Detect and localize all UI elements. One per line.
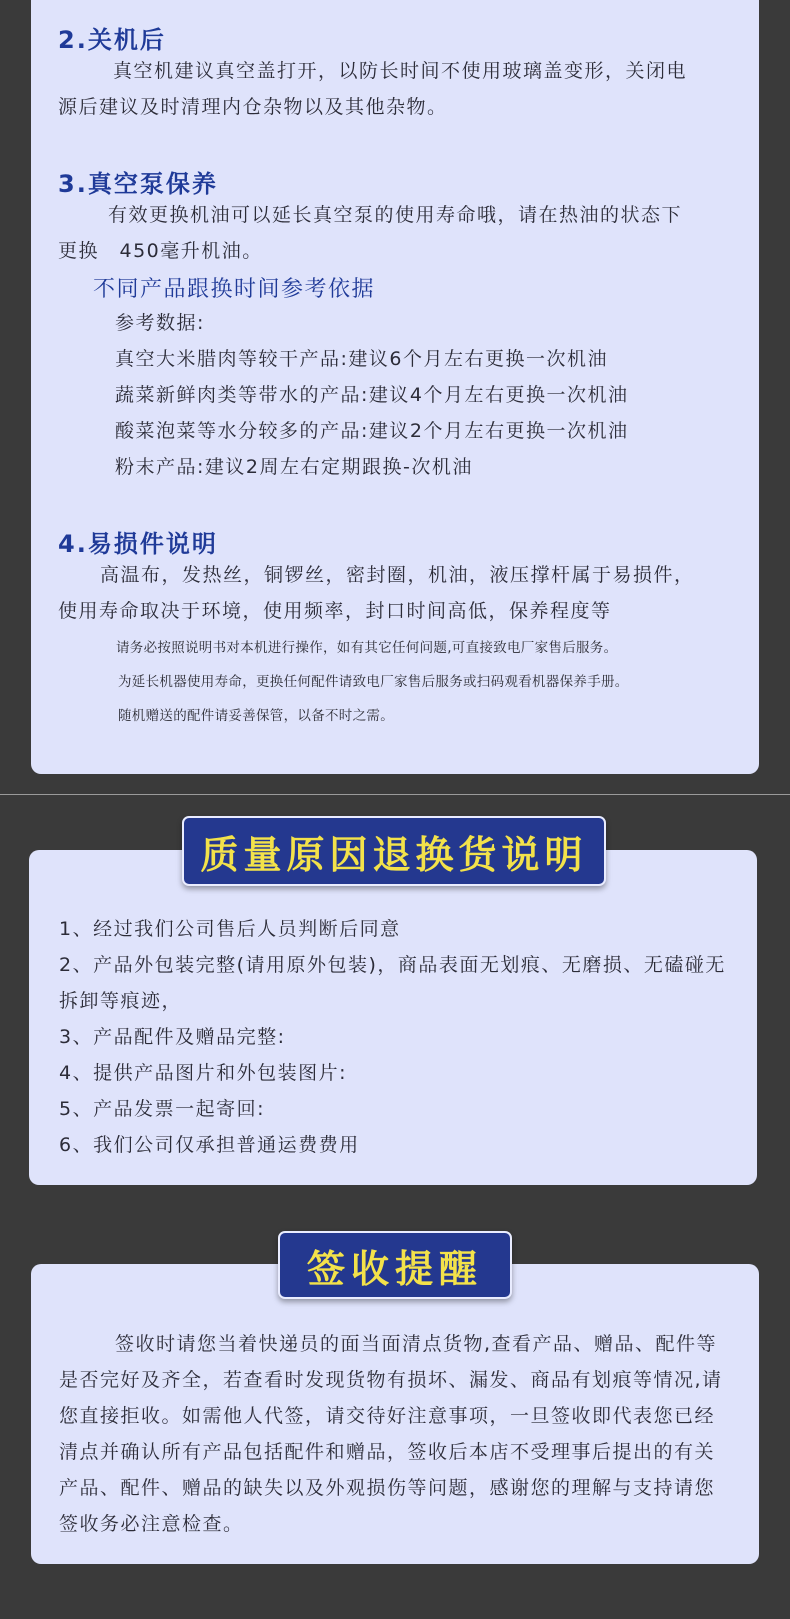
receipt-line: 产品、配件、赠品的缺失以及外观损伤等问题，感谢您的理解与支持请您 xyxy=(59,1477,716,1499)
receipt-line: 清点并确认所有产品包括配件和赠品，签收后本店不受理事后提出的有关 xyxy=(59,1441,716,1463)
returns-item: 2、产品外包装完整(请用原外包装)，商品表面无划痕、无磨损、无磕碰无 xyxy=(59,954,726,976)
reference-item: 蔬菜新鲜肉类等带水的产品:建议4个月左右更换一次机油 xyxy=(115,384,629,406)
pump-subheading: 不同产品跟换时间参考依据 xyxy=(93,277,376,302)
reference-label: 参考数据: xyxy=(115,312,205,334)
reference-item: 酸菜泡菜等水分较多的产品:建议2个月左右更换一次机油 xyxy=(115,420,629,442)
returns-title: 质量原因退换货说明 xyxy=(200,832,588,877)
receipt-text xyxy=(59,1326,739,1542)
returns-item: 拆卸等痕迹， xyxy=(59,990,183,1012)
shutdown-text-line-2: 源后建议及时清理内仓杂物以及其他杂物。 xyxy=(58,96,448,118)
receipt-title: 签收提醒 xyxy=(306,1246,483,1291)
pump-heading: 3.真空泵保养 xyxy=(58,170,218,198)
receipt-line: 签收时请您当着快递员的面当面清点货物,查看产品、赠品、配件等 xyxy=(115,1333,718,1355)
parts-note: 为延长机器使用寿命，更换任何配件请致电厂家售后服务或扫码观看机器保养手册。 xyxy=(118,674,629,690)
parts-note: 随机赠送的配件请妥善保管，以备不时之需。 xyxy=(118,708,394,724)
reference-item: 真空大米腊肉等较干产品:建议6个月左右更换一次机油 xyxy=(115,348,608,370)
receipt-line: 是否完好及齐全，若查看时发现货物有损坏、漏发、商品有划痕等情况,请 xyxy=(59,1369,723,1391)
pump-text-line-1: 有效更换机油可以延长真空泵的使用寿命哦，请在热油的状态下 xyxy=(108,204,683,226)
returns-title-banner xyxy=(182,816,606,886)
section-divider xyxy=(0,794,790,795)
returns-item: 5、产品发票一起寄回: xyxy=(59,1098,265,1120)
parts-note: 请务必按照说明书对本机进行操作，如有其它任何问题,可直接致电厂家售后服务。 xyxy=(116,640,618,656)
returns-item: 4、提供产品图片和外包装图片: xyxy=(59,1062,347,1084)
receipt-line: 签收务必注意检查。 xyxy=(59,1513,244,1535)
reference-item: 粉末产品:建议2周左右定期跟换-次机油 xyxy=(115,456,473,478)
pump-text-line-2: 更换 450毫升机油。 xyxy=(58,240,263,262)
returns-list xyxy=(59,911,739,1163)
receipt-line: 您直接拒收。如需他人代签，请交待好注意事项，一旦签收即代表您已经 xyxy=(59,1405,716,1427)
parts-text-line-1: 高温布，发热丝，铜锣丝，密封圈，机油，液压撑杆属于易损件， xyxy=(100,564,695,586)
returns-item: 6、我们公司仅承担普通运费费用 xyxy=(59,1134,360,1156)
shutdown-text-line-1: 真空机建议真空盖打开，以防长时间不使用玻璃盖变形，关闭电 xyxy=(113,60,688,82)
returns-item: 1、经过我们公司售后人员判断后同意 xyxy=(59,918,401,940)
parts-text-line-2: 使用寿命取决于环境，使用频率，封口时间高低，保养程度等 xyxy=(58,600,612,622)
shutdown-heading: 2.关机后 xyxy=(58,26,166,54)
returns-item: 3、产品配件及赠品完整: xyxy=(59,1026,286,1048)
parts-heading: 4.易损件说明 xyxy=(58,530,218,558)
receipt-title-banner xyxy=(278,1231,512,1299)
